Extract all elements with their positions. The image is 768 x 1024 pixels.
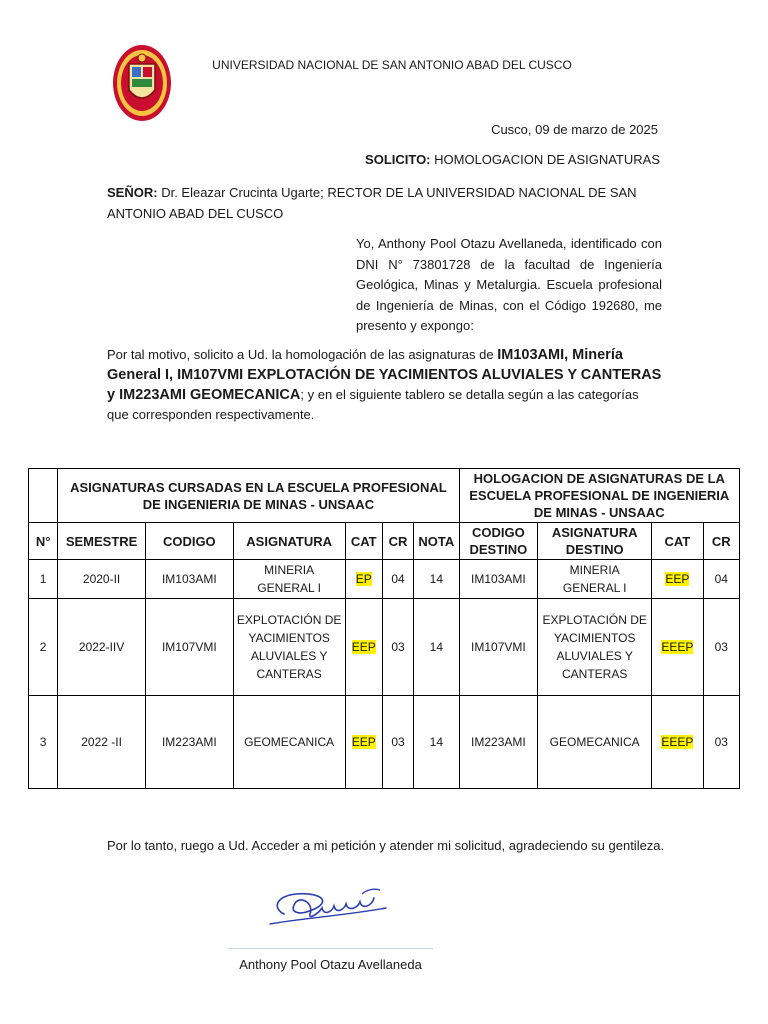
- cell-asignatura: MINERIA GENERAL I: [233, 560, 345, 599]
- cell-semestre: 2022 -II: [58, 696, 146, 789]
- cell-codigo: IM223AMI: [145, 696, 233, 789]
- cell-semestre: 2022-IIV: [58, 599, 146, 696]
- addressee: [107, 182, 647, 224]
- cat-highlight: EEEP: [661, 735, 694, 749]
- signature-image: [262, 880, 394, 940]
- col-header: ASIGNATURA DESTINO: [538, 523, 652, 560]
- solicito-text: HOMOLOGACION DE ASIGNATURAS: [434, 152, 660, 167]
- motivo-courses: IM103AMI, Minería General I, IM107VMI EXPLOTACIÓN DE YACIMIENTOS ALUVIALES Y CANTERAS y IM223AMI GEOMECANICA: [107, 347, 662, 403]
- cell-codigo: IM107VMI: [145, 599, 233, 696]
- col-header: CR: [703, 523, 739, 560]
- cell-asignatura: GEOMECANICA: [233, 696, 345, 789]
- col-header: CAT: [652, 523, 703, 560]
- university-name: UNIVERSIDAD NACIONAL DE SAN ANTONIO ABAD DEL CUSCO: [212, 58, 572, 72]
- col-header: CODIGO DESTINO: [459, 523, 538, 560]
- cell-num: 1: [29, 560, 58, 599]
- cell-codigo-destino: IM103AMI: [459, 560, 538, 599]
- table-row: [29, 696, 740, 789]
- group-header-row: [29, 469, 740, 523]
- intro-paragraph: Yo, Anthony Pool Otazu Avellaneda, identificado con DNI N° 73801728 de la facultad de Ingeniería Geológica, Minas y Metalurgia. Escuela profesional de Ingeniería de Minas, con el Código 192680, me presento y expongo:: [356, 236, 662, 333]
- cell-cr-destino: 03: [703, 599, 739, 696]
- cell-nota: 14: [414, 560, 459, 599]
- cell-cr-destino: 03: [703, 696, 739, 789]
- cell-cat-destino: [652, 560, 703, 599]
- solicito-label: SOLICITO:: [365, 152, 431, 167]
- university-crest-icon: [112, 44, 172, 122]
- motivo-end: ; y en el siguiente tablero se detalla según a las categorías que corresponden respectivamente.: [107, 387, 639, 422]
- cell-cat: [345, 560, 382, 599]
- cell-cat: [345, 696, 382, 789]
- cell-cr-destino: 04: [703, 560, 739, 599]
- col-header: CR: [382, 523, 413, 560]
- cell-nota: 14: [414, 696, 459, 789]
- signature-line: [228, 948, 433, 949]
- cell-asignatura-destino: MINERIA GENERAL I: [538, 560, 652, 599]
- col-header: NOTA: [414, 523, 459, 560]
- cat-highlight: EP: [355, 572, 372, 586]
- cell-nota: 14: [414, 599, 459, 696]
- col-header: ASIGNATURA: [233, 523, 345, 560]
- col-header: N°: [29, 523, 58, 560]
- solicito-line: [365, 152, 660, 167]
- table-row: [29, 560, 740, 599]
- col-header: CODIGO: [145, 523, 233, 560]
- letter-date: Cusco, 09 de marzo de 2025: [491, 122, 658, 137]
- group-right-header: HOLOGACION DE ASIGNATURAS DE LA ESCUELA PROFESIONAL DE INGENIERIA DE MINAS - UNSAAC: [459, 469, 739, 523]
- cell-asignatura-destino: EXPLOTACIÓN DE YACIMIENTOS ALUVIALES Y CANTERAS: [538, 599, 652, 696]
- cell-cat-destino: [652, 696, 703, 789]
- cell-codigo-destino: IM107VMI: [459, 599, 538, 696]
- cat-highlight: EEP: [351, 735, 376, 749]
- cell-cr: 03: [382, 696, 413, 789]
- closing-paragraph: Por lo tanto, ruego a Ud. Acceder a mi petición y atender mi solicitud, agradeciendo su gentileza.: [107, 838, 665, 853]
- empty-header-cell: [29, 469, 58, 523]
- cell-codigo-destino: IM223AMI: [459, 696, 538, 789]
- cell-cr: 03: [382, 599, 413, 696]
- request-paragraph: [107, 345, 662, 424]
- cell-semestre: 2020-II: [58, 560, 146, 599]
- senor-text: Dr. Eleazar Crucinta Ugarte; RECTOR DE LA UNIVERSIDAD NACIONAL DE SAN ANTONIO ABAD DEL CUSCO: [107, 185, 637, 221]
- senor-label: SEÑOR:: [107, 185, 158, 200]
- homologation-table: [28, 468, 740, 789]
- cat-highlight: EEP: [665, 572, 690, 586]
- cat-highlight: EEP: [351, 640, 376, 654]
- cell-cat: [345, 599, 382, 696]
- cell-asignatura: EXPLOTACIÓN DE YACIMIENTOS ALUVIALES Y CANTERAS: [233, 599, 345, 696]
- group-left-header: ASIGNATURAS CURSADAS EN LA ESCUELA PROFESIONAL DE INGENIERIA DE MINAS - UNSAAC: [58, 469, 459, 523]
- cell-cat-destino: [652, 599, 703, 696]
- motivo-start: Por tal motivo, solicito a Ud. la homologación de las asignaturas de: [107, 347, 498, 362]
- cat-highlight: EEEP: [661, 640, 694, 654]
- column-header-row: [29, 523, 740, 560]
- cell-codigo: IM103AMI: [145, 560, 233, 599]
- table-row: [29, 599, 740, 696]
- cell-asignatura-destino: GEOMECANICA: [538, 696, 652, 789]
- cell-num: 3: [29, 696, 58, 789]
- cell-cr: 04: [382, 560, 413, 599]
- col-header: CAT: [345, 523, 382, 560]
- cell-num: 2: [29, 599, 58, 696]
- signer-name: Anthony Pool Otazu Avellaneda: [239, 957, 422, 972]
- col-header: SEMESTRE: [58, 523, 146, 560]
